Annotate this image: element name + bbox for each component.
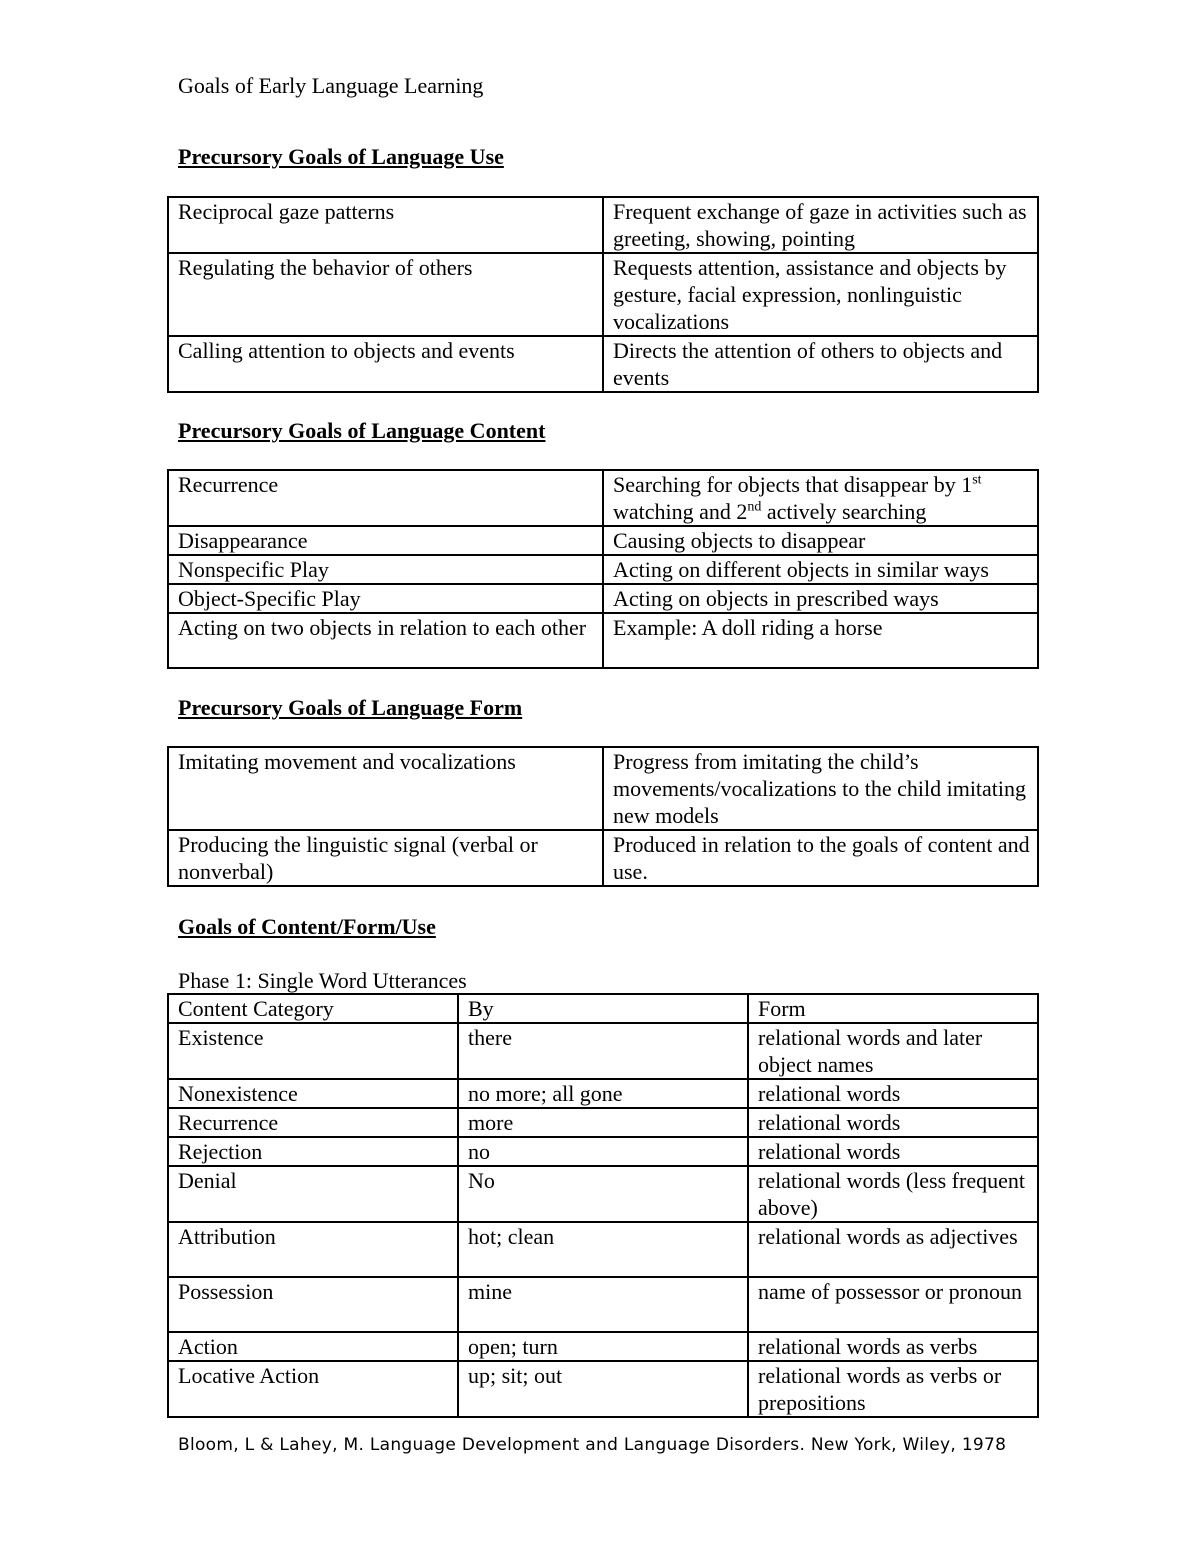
table-cell: relational words as verbs	[748, 1332, 1038, 1361]
ordinal-suffix-nd: nd	[747, 499, 762, 515]
table-cell: relational words as verbs or prepositions	[748, 1361, 1038, 1417]
table-cell: Recurrence	[168, 1108, 458, 1137]
table-cell: Denial	[168, 1166, 458, 1222]
table-cell: Disappearance	[168, 526, 603, 555]
table-row	[168, 830, 1038, 886]
form-goals-table	[167, 746, 1039, 887]
table-cell: name of possessor or pronoun	[748, 1277, 1038, 1332]
table-cell: Rejection	[168, 1137, 458, 1166]
table-row	[168, 526, 1038, 555]
table-row	[168, 747, 1038, 830]
table-cell: no	[458, 1137, 748, 1166]
table-row	[168, 1079, 1038, 1108]
table-cell: Calling attention to objects and events	[168, 336, 603, 392]
document-title: Goals of Early Language Learning	[178, 73, 484, 98]
table-row	[168, 613, 1038, 668]
table-cell: Existence	[168, 1023, 458, 1079]
table-header-row	[168, 994, 1038, 1023]
section-heading-form: Precursory Goals of Language Form	[178, 695, 523, 720]
citation-footer: Bloom, L & Lahey, M. Language Development and Language Disorders. New York, Wiley, 1978	[178, 1435, 1007, 1455]
table-row	[168, 470, 1038, 526]
table-row	[168, 1332, 1038, 1361]
table-cell: more	[458, 1108, 748, 1137]
section-heading-content-form-use: Goals of Content/Form/Use	[178, 914, 436, 939]
table-cell: Requests attention, assistance and objects by gesture, facial expression, nonlinguistic vocalizations	[603, 253, 1038, 336]
table-row	[168, 1023, 1038, 1079]
column-header: Content Category	[168, 994, 458, 1023]
table-cell: Acting on objects in prescribed ways	[603, 584, 1038, 613]
table-cell: relational words	[748, 1137, 1038, 1166]
table-cell: Frequent exchange of gaze in activities such as greeting, showing, pointing	[603, 197, 1038, 253]
table-cell: Possession	[168, 1277, 458, 1332]
table-cell: relational words (less frequent above)	[748, 1166, 1038, 1222]
table-row	[168, 555, 1038, 584]
table-row	[168, 253, 1038, 336]
table-row	[168, 197, 1038, 253]
table-cell: Produced in relation to the goals of content and use.	[603, 830, 1038, 886]
table-cell: open; turn	[458, 1332, 748, 1361]
table-cell: Example: A doll riding a horse	[603, 613, 1038, 668]
table-cell: Nonspecific Play	[168, 555, 603, 584]
table-cell: Regulating the behavior of others	[168, 253, 603, 336]
table-cell: Action	[168, 1332, 458, 1361]
recurrence-desc-text-1: Searching for objects that disappear by 1	[613, 472, 973, 497]
table-row	[168, 1361, 1038, 1417]
table-row	[168, 1166, 1038, 1222]
table-cell: there	[458, 1023, 748, 1079]
table-cell: Acting on different objects in similar ways	[603, 555, 1038, 584]
table-cell: no more; all gone	[458, 1079, 748, 1108]
table-cell: Locative Action	[168, 1361, 458, 1417]
table-cell: Nonexistence	[168, 1079, 458, 1108]
table-cell: up; sit; out	[458, 1361, 748, 1417]
table-cell: relational words	[748, 1079, 1038, 1108]
table-cell: No	[458, 1166, 748, 1222]
table-cell: Acting on two objects in relation to each other	[168, 613, 603, 668]
table-row	[168, 584, 1038, 613]
section-heading-use: Precursory Goals of Language Use	[178, 144, 504, 169]
column-header: Form	[748, 994, 1038, 1023]
column-header: By	[458, 994, 748, 1023]
table-cell: hot; clean	[458, 1222, 748, 1277]
table-row	[168, 1222, 1038, 1277]
section-heading-content: Precursory Goals of Language Content	[178, 418, 546, 443]
content-goals-table	[167, 469, 1039, 669]
table-cell: Attribution	[168, 1222, 458, 1277]
table-cell: Recurrence	[168, 470, 603, 526]
table-row	[168, 1277, 1038, 1332]
recurrence-desc-text-2: watching and 2	[613, 499, 748, 524]
table-cell: Causing objects to disappear	[603, 526, 1038, 555]
table-row	[168, 336, 1038, 392]
recurrence-desc-text-3: actively searching	[761, 499, 927, 524]
phase-label: Phase 1: Single Word Utterances	[178, 968, 467, 993]
table-cell: relational words as adjectives	[748, 1222, 1038, 1277]
use-goals-table	[167, 196, 1039, 393]
table-cell: Imitating movement and vocalizations	[168, 747, 603, 830]
table-cell: relational words and later object names	[748, 1023, 1038, 1079]
table-cell: Object-Specific Play	[168, 584, 603, 613]
table-cell: Directs the attention of others to objects and events	[603, 336, 1038, 392]
table-row	[168, 1137, 1038, 1166]
table-cell: Progress from imitating the child’s movements/vocalizations to the child imitating new models	[603, 747, 1038, 830]
ordinal-suffix-st: st	[972, 472, 982, 488]
table-cell: relational words	[748, 1108, 1038, 1137]
table-row	[168, 1108, 1038, 1137]
table-cell: Producing the linguistic signal (verbal or nonverbal)	[168, 830, 603, 886]
table-cell	[603, 470, 1038, 526]
content-form-use-table	[167, 993, 1039, 1418]
table-cell: Reciprocal gaze patterns	[168, 197, 603, 253]
table-cell: mine	[458, 1277, 748, 1332]
